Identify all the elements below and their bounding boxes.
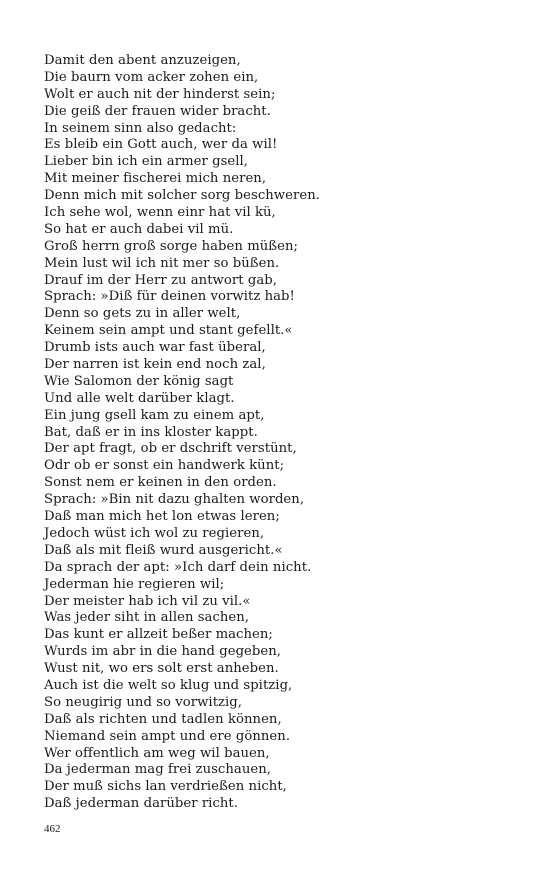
poem-line: Groß herrn groß sorge haben müßen; <box>44 238 299 254</box>
poem-line: Da sprach der apt: »Ich darf dein nicht. <box>44 559 312 575</box>
poem-line: Was jeder siht in allen sachen, <box>44 610 250 626</box>
poem-line: Mit meiner fischerei mich neren, <box>44 171 267 187</box>
poem-line: Da jederman mag frei zuschauen, <box>44 762 272 778</box>
poem-line: Das kunt er allzeit beßer machen; <box>44 627 273 643</box>
poem-line: Drauf im der Herr zu antwort gab, <box>44 272 277 288</box>
poem-line: Sprach: »Diß für deinen vorwitz hab! <box>44 289 295 305</box>
poem-line: Sprach: »Bin nit dazu ghalten worden, <box>44 492 305 508</box>
poem-line: Drumb ists auch war fast überal, <box>44 340 266 356</box>
poem-line: Daß als mit fleiß wurd ausgericht.« <box>44 542 283 558</box>
poem-line: Bat, daß er in ins kloster kappt. <box>44 424 258 440</box>
poem-line: Wie Salomon der könig sagt <box>44 373 234 389</box>
poem-line: Wolt er auch nit der hinderst sein; <box>44 86 276 102</box>
poem-line: Daß als richten und tadlen können, <box>44 711 282 727</box>
poem-line: Denn mich mit solcher sorg beschweren. <box>44 188 320 204</box>
poem-line: Jederman hie regieren wil; <box>44 576 225 592</box>
poem-line: Daß jederman darüber richt. <box>44 796 239 812</box>
poem-line: Wurds im abr in die hand gegeben, <box>44 644 282 660</box>
poem-line: Die baurn vom acker zohen ein, <box>44 69 259 85</box>
poem-text <box>44 53 514 813</box>
poem-line: Ein jung gsell kam zu einem apt, <box>44 407 265 423</box>
poem-line: Lieber bin ich ein armer gsell, <box>44 154 249 170</box>
poem-line: Sonst nem er keinen in den orden. <box>44 475 277 491</box>
poem-line: Denn so gets zu in aller welt, <box>44 306 241 322</box>
poem-line: Wer offentlich am weg wil bauen, <box>44 745 270 761</box>
poem-line: Der apt fragt, ob er dschrift verstünt, <box>44 441 297 457</box>
poem-line: So neugirig und so vorwitzig, <box>44 694 243 710</box>
poem-line: Der muß sichs lan verdrießen nicht, <box>44 779 287 795</box>
poem-line: Es bleib ein Gott auch, wer da wil! <box>44 137 278 153</box>
poem-line: Mein lust wil ich nit mer so büßen. <box>44 255 280 271</box>
poem-line: Die geiß der frauen wider bracht. <box>44 103 271 119</box>
page-number: 462 <box>44 823 61 835</box>
poem-line: Daß man mich het lon etwas leren; <box>44 509 280 525</box>
poem-line: Ich sehe wol, wenn einr hat vil kü, <box>44 205 276 221</box>
poem-line: Und alle welt darüber klagt. <box>44 390 235 406</box>
poem-line: Jedoch wüst ich wol zu regieren, <box>44 525 265 541</box>
poem-line: Niemand sein ampt und ere gönnen. <box>44 728 291 744</box>
poem-line: Wust nit, wo ers solt erst anheben. <box>44 661 279 677</box>
poem-line: Der narren ist kein end noch zal, <box>44 357 266 373</box>
poem-line: Auch ist die welt so klug und spitzig, <box>44 677 293 693</box>
poem-line: Der meister hab ich vil zu vil.« <box>44 593 251 609</box>
poem-line: Damit den abent anzuzeigen, <box>44 53 241 68</box>
poem-line: In seinem sinn also gedacht: <box>44 120 237 136</box>
poem-line: Keinem sein ampt und stant gefellt.« <box>44 323 293 339</box>
poem-line: Odr ob er sonst ein handwerk künt; <box>44 458 285 474</box>
poem-line: So hat er auch dabei vil mü. <box>44 221 234 237</box>
